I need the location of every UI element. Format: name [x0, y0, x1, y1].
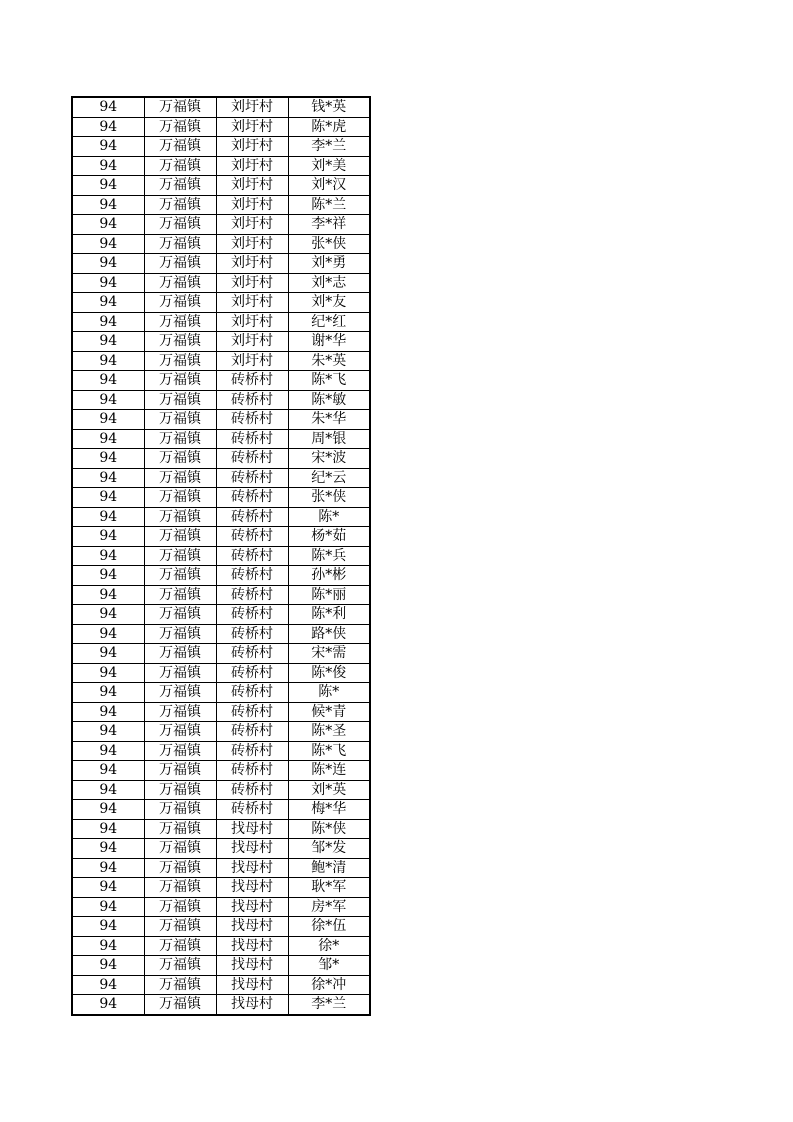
town-cell: 万福镇: [144, 897, 216, 917]
number-cell: 94: [72, 176, 144, 196]
number-cell: 94: [72, 195, 144, 215]
town-cell: 万福镇: [144, 449, 216, 469]
name-cell: 朱*英: [288, 351, 370, 371]
table-row: [72, 273, 370, 293]
table-row: [72, 605, 370, 625]
table-row: [72, 780, 370, 800]
name-cell: 候*青: [288, 702, 370, 722]
town-cell: 万福镇: [144, 215, 216, 235]
name-cell: 邹*: [288, 956, 370, 976]
name-cell: 李*兰: [288, 137, 370, 157]
village-cell: 找母村: [216, 897, 288, 917]
number-cell: 94: [72, 956, 144, 976]
village-cell: 刘圩村: [216, 156, 288, 176]
town-cell: 万福镇: [144, 507, 216, 527]
name-cell: 周*银: [288, 429, 370, 449]
name-cell: 刘*美: [288, 156, 370, 176]
name-cell: 刘*友: [288, 293, 370, 313]
village-cell: 刘圩村: [216, 351, 288, 371]
town-cell: 万福镇: [144, 371, 216, 391]
town-cell: 万福镇: [144, 975, 216, 995]
town-cell: 万福镇: [144, 819, 216, 839]
number-cell: 94: [72, 936, 144, 956]
table-row: [72, 741, 370, 761]
table-row: [72, 137, 370, 157]
town-cell: 万福镇: [144, 936, 216, 956]
town-cell: 万福镇: [144, 468, 216, 488]
name-cell: 邹*发: [288, 839, 370, 859]
number-cell: 94: [72, 702, 144, 722]
village-cell: 刘圩村: [216, 97, 288, 117]
table-row: [72, 254, 370, 274]
village-cell: 刘圩村: [216, 176, 288, 196]
number-cell: 94: [72, 741, 144, 761]
town-cell: 万福镇: [144, 761, 216, 781]
table-row: [72, 819, 370, 839]
name-cell: 纪*云: [288, 468, 370, 488]
village-cell: 砖桥村: [216, 507, 288, 527]
village-cell: 找母村: [216, 819, 288, 839]
village-cell: 刘圩村: [216, 137, 288, 157]
name-cell: 徐*: [288, 936, 370, 956]
table-row: [72, 215, 370, 235]
village-cell: 砖桥村: [216, 585, 288, 605]
town-cell: 万福镇: [144, 644, 216, 664]
table-row: [72, 975, 370, 995]
name-cell: 陈*侠: [288, 819, 370, 839]
village-cell: 砖桥村: [216, 624, 288, 644]
table-row: [72, 702, 370, 722]
table-row: [72, 800, 370, 820]
number-cell: 94: [72, 117, 144, 137]
village-cell: 找母村: [216, 878, 288, 898]
town-cell: 万福镇: [144, 488, 216, 508]
number-cell: 94: [72, 761, 144, 781]
name-cell: 陈*虎: [288, 117, 370, 137]
name-cell: 陈*俊: [288, 663, 370, 683]
village-cell: 砖桥村: [216, 429, 288, 449]
name-cell: 李*兰: [288, 995, 370, 1015]
town-cell: 万福镇: [144, 254, 216, 274]
name-cell: 陈*: [288, 683, 370, 703]
table-row: [72, 468, 370, 488]
table-row: [72, 683, 370, 703]
name-cell: 刘*志: [288, 273, 370, 293]
number-cell: 94: [72, 605, 144, 625]
village-cell: 刘圩村: [216, 312, 288, 332]
town-cell: 万福镇: [144, 917, 216, 937]
village-cell: 砖桥村: [216, 410, 288, 430]
name-cell: 陈*兵: [288, 546, 370, 566]
table-row: [72, 293, 370, 313]
data-table: [71, 96, 371, 1016]
number-cell: 94: [72, 468, 144, 488]
town-cell: 万福镇: [144, 273, 216, 293]
town-cell: 万福镇: [144, 800, 216, 820]
table-row: [72, 195, 370, 215]
name-cell: 纪*红: [288, 312, 370, 332]
table-row: [72, 410, 370, 430]
village-cell: 刘圩村: [216, 117, 288, 137]
village-cell: 找母村: [216, 975, 288, 995]
village-cell: 砖桥村: [216, 800, 288, 820]
number-cell: 94: [72, 137, 144, 157]
name-cell: 刘*汉: [288, 176, 370, 196]
table-row: [72, 449, 370, 469]
village-cell: 砖桥村: [216, 566, 288, 586]
village-cell: 找母村: [216, 956, 288, 976]
village-cell: 找母村: [216, 917, 288, 937]
name-cell: 鲍*清: [288, 858, 370, 878]
village-cell: 刘圩村: [216, 332, 288, 352]
town-cell: 万福镇: [144, 137, 216, 157]
table-row: [72, 488, 370, 508]
number-cell: 94: [72, 624, 144, 644]
table-row: [72, 371, 370, 391]
table-row: [72, 156, 370, 176]
table-row: [72, 332, 370, 352]
number-cell: 94: [72, 897, 144, 917]
name-cell: 陈*丽: [288, 585, 370, 605]
village-cell: 砖桥村: [216, 722, 288, 742]
table-row: [72, 917, 370, 937]
name-cell: 陈*: [288, 507, 370, 527]
name-cell: 李*祥: [288, 215, 370, 235]
number-cell: 94: [72, 819, 144, 839]
table-row: [72, 429, 370, 449]
name-cell: 陈*飞: [288, 371, 370, 391]
number-cell: 94: [72, 507, 144, 527]
table-row: [72, 644, 370, 664]
village-cell: 刘圩村: [216, 254, 288, 274]
number-cell: 94: [72, 975, 144, 995]
number-cell: 94: [72, 858, 144, 878]
village-cell: 砖桥村: [216, 702, 288, 722]
table-row: [72, 956, 370, 976]
village-cell: 砖桥村: [216, 605, 288, 625]
name-cell: 路*侠: [288, 624, 370, 644]
village-cell: 砖桥村: [216, 761, 288, 781]
number-cell: 94: [72, 839, 144, 859]
table-row: [72, 878, 370, 898]
town-cell: 万福镇: [144, 741, 216, 761]
town-cell: 万福镇: [144, 97, 216, 117]
village-cell: 砖桥村: [216, 683, 288, 703]
table-row: [72, 585, 370, 605]
number-cell: 94: [72, 800, 144, 820]
number-cell: 94: [72, 156, 144, 176]
village-cell: 砖桥村: [216, 663, 288, 683]
town-cell: 万福镇: [144, 195, 216, 215]
name-cell: 宋*需: [288, 644, 370, 664]
number-cell: 94: [72, 878, 144, 898]
name-cell: 张*侠: [288, 488, 370, 508]
village-cell: 砖桥村: [216, 741, 288, 761]
village-cell: 砖桥村: [216, 780, 288, 800]
village-cell: 刘圩村: [216, 273, 288, 293]
town-cell: 万福镇: [144, 566, 216, 586]
village-cell: 刘圩村: [216, 215, 288, 235]
village-cell: 找母村: [216, 839, 288, 859]
name-cell: 陈*连: [288, 761, 370, 781]
table-row: [72, 312, 370, 332]
town-cell: 万福镇: [144, 956, 216, 976]
table-row: [72, 351, 370, 371]
name-cell: 房*军: [288, 897, 370, 917]
name-cell: 朱*华: [288, 410, 370, 430]
village-cell: 砖桥村: [216, 390, 288, 410]
number-cell: 94: [72, 254, 144, 274]
number-cell: 94: [72, 917, 144, 937]
table-row: [72, 624, 370, 644]
village-cell: 砖桥村: [216, 644, 288, 664]
number-cell: 94: [72, 390, 144, 410]
number-cell: 94: [72, 546, 144, 566]
table-row: [72, 234, 370, 254]
name-cell: 梅*华: [288, 800, 370, 820]
town-cell: 万福镇: [144, 429, 216, 449]
number-cell: 94: [72, 273, 144, 293]
town-cell: 万福镇: [144, 410, 216, 430]
table-row: [72, 722, 370, 742]
town-cell: 万福镇: [144, 156, 216, 176]
village-cell: 砖桥村: [216, 468, 288, 488]
town-cell: 万福镇: [144, 117, 216, 137]
number-cell: 94: [72, 566, 144, 586]
table-row: [72, 858, 370, 878]
name-cell: 陈*圣: [288, 722, 370, 742]
name-cell: 耿*军: [288, 878, 370, 898]
name-cell: 张*侠: [288, 234, 370, 254]
name-cell: 徐*伍: [288, 917, 370, 937]
town-cell: 万福镇: [144, 878, 216, 898]
town-cell: 万福镇: [144, 176, 216, 196]
town-cell: 万福镇: [144, 858, 216, 878]
town-cell: 万福镇: [144, 546, 216, 566]
village-cell: 砖桥村: [216, 546, 288, 566]
name-cell: 杨*茹: [288, 527, 370, 547]
number-cell: 94: [72, 663, 144, 683]
number-cell: 94: [72, 234, 144, 254]
town-cell: 万福镇: [144, 585, 216, 605]
town-cell: 万福镇: [144, 351, 216, 371]
town-cell: 万福镇: [144, 293, 216, 313]
town-cell: 万福镇: [144, 839, 216, 859]
town-cell: 万福镇: [144, 663, 216, 683]
town-cell: 万福镇: [144, 605, 216, 625]
village-cell: 砖桥村: [216, 449, 288, 469]
table-row: [72, 995, 370, 1015]
table-row: [72, 839, 370, 859]
name-cell: 宋*波: [288, 449, 370, 469]
town-cell: 万福镇: [144, 780, 216, 800]
name-cell: 陈*敏: [288, 390, 370, 410]
number-cell: 94: [72, 449, 144, 469]
village-cell: 砖桥村: [216, 371, 288, 391]
number-cell: 94: [72, 644, 144, 664]
table-row: [72, 936, 370, 956]
town-cell: 万福镇: [144, 527, 216, 547]
table-row: [72, 176, 370, 196]
number-cell: 94: [72, 429, 144, 449]
number-cell: 94: [72, 312, 144, 332]
number-cell: 94: [72, 293, 144, 313]
number-cell: 94: [72, 332, 144, 352]
village-cell: 刘圩村: [216, 234, 288, 254]
town-cell: 万福镇: [144, 722, 216, 742]
table-row: [72, 566, 370, 586]
village-cell: 找母村: [216, 858, 288, 878]
table-row: [72, 390, 370, 410]
village-cell: 砖桥村: [216, 527, 288, 547]
village-cell: 刘圩村: [216, 195, 288, 215]
table-row: [72, 527, 370, 547]
name-cell: 刘*英: [288, 780, 370, 800]
name-cell: 谢*华: [288, 332, 370, 352]
table-row: [72, 546, 370, 566]
name-cell: 徐*冲: [288, 975, 370, 995]
number-cell: 94: [72, 995, 144, 1015]
number-cell: 94: [72, 215, 144, 235]
number-cell: 94: [72, 410, 144, 430]
table-body: [72, 97, 370, 1015]
number-cell: 94: [72, 527, 144, 547]
number-cell: 94: [72, 97, 144, 117]
town-cell: 万福镇: [144, 683, 216, 703]
table-row: [72, 97, 370, 117]
number-cell: 94: [72, 351, 144, 371]
number-cell: 94: [72, 371, 144, 391]
name-cell: 孙*彬: [288, 566, 370, 586]
table-row: [72, 761, 370, 781]
name-cell: 刘*勇: [288, 254, 370, 274]
table-row: [72, 663, 370, 683]
town-cell: 万福镇: [144, 390, 216, 410]
number-cell: 94: [72, 683, 144, 703]
village-cell: 砖桥村: [216, 488, 288, 508]
town-cell: 万福镇: [144, 702, 216, 722]
table-row: [72, 507, 370, 527]
name-cell: 陈*利: [288, 605, 370, 625]
town-cell: 万福镇: [144, 332, 216, 352]
name-cell: 钱*英: [288, 97, 370, 117]
number-cell: 94: [72, 488, 144, 508]
number-cell: 94: [72, 722, 144, 742]
table-row: [72, 897, 370, 917]
number-cell: 94: [72, 585, 144, 605]
name-cell: 陈*飞: [288, 741, 370, 761]
town-cell: 万福镇: [144, 624, 216, 644]
town-cell: 万福镇: [144, 234, 216, 254]
number-cell: 94: [72, 780, 144, 800]
town-cell: 万福镇: [144, 995, 216, 1015]
table-row: [72, 117, 370, 137]
village-cell: 找母村: [216, 936, 288, 956]
village-cell: 找母村: [216, 995, 288, 1015]
village-cell: 刘圩村: [216, 293, 288, 313]
town-cell: 万福镇: [144, 312, 216, 332]
name-cell: 陈*兰: [288, 195, 370, 215]
